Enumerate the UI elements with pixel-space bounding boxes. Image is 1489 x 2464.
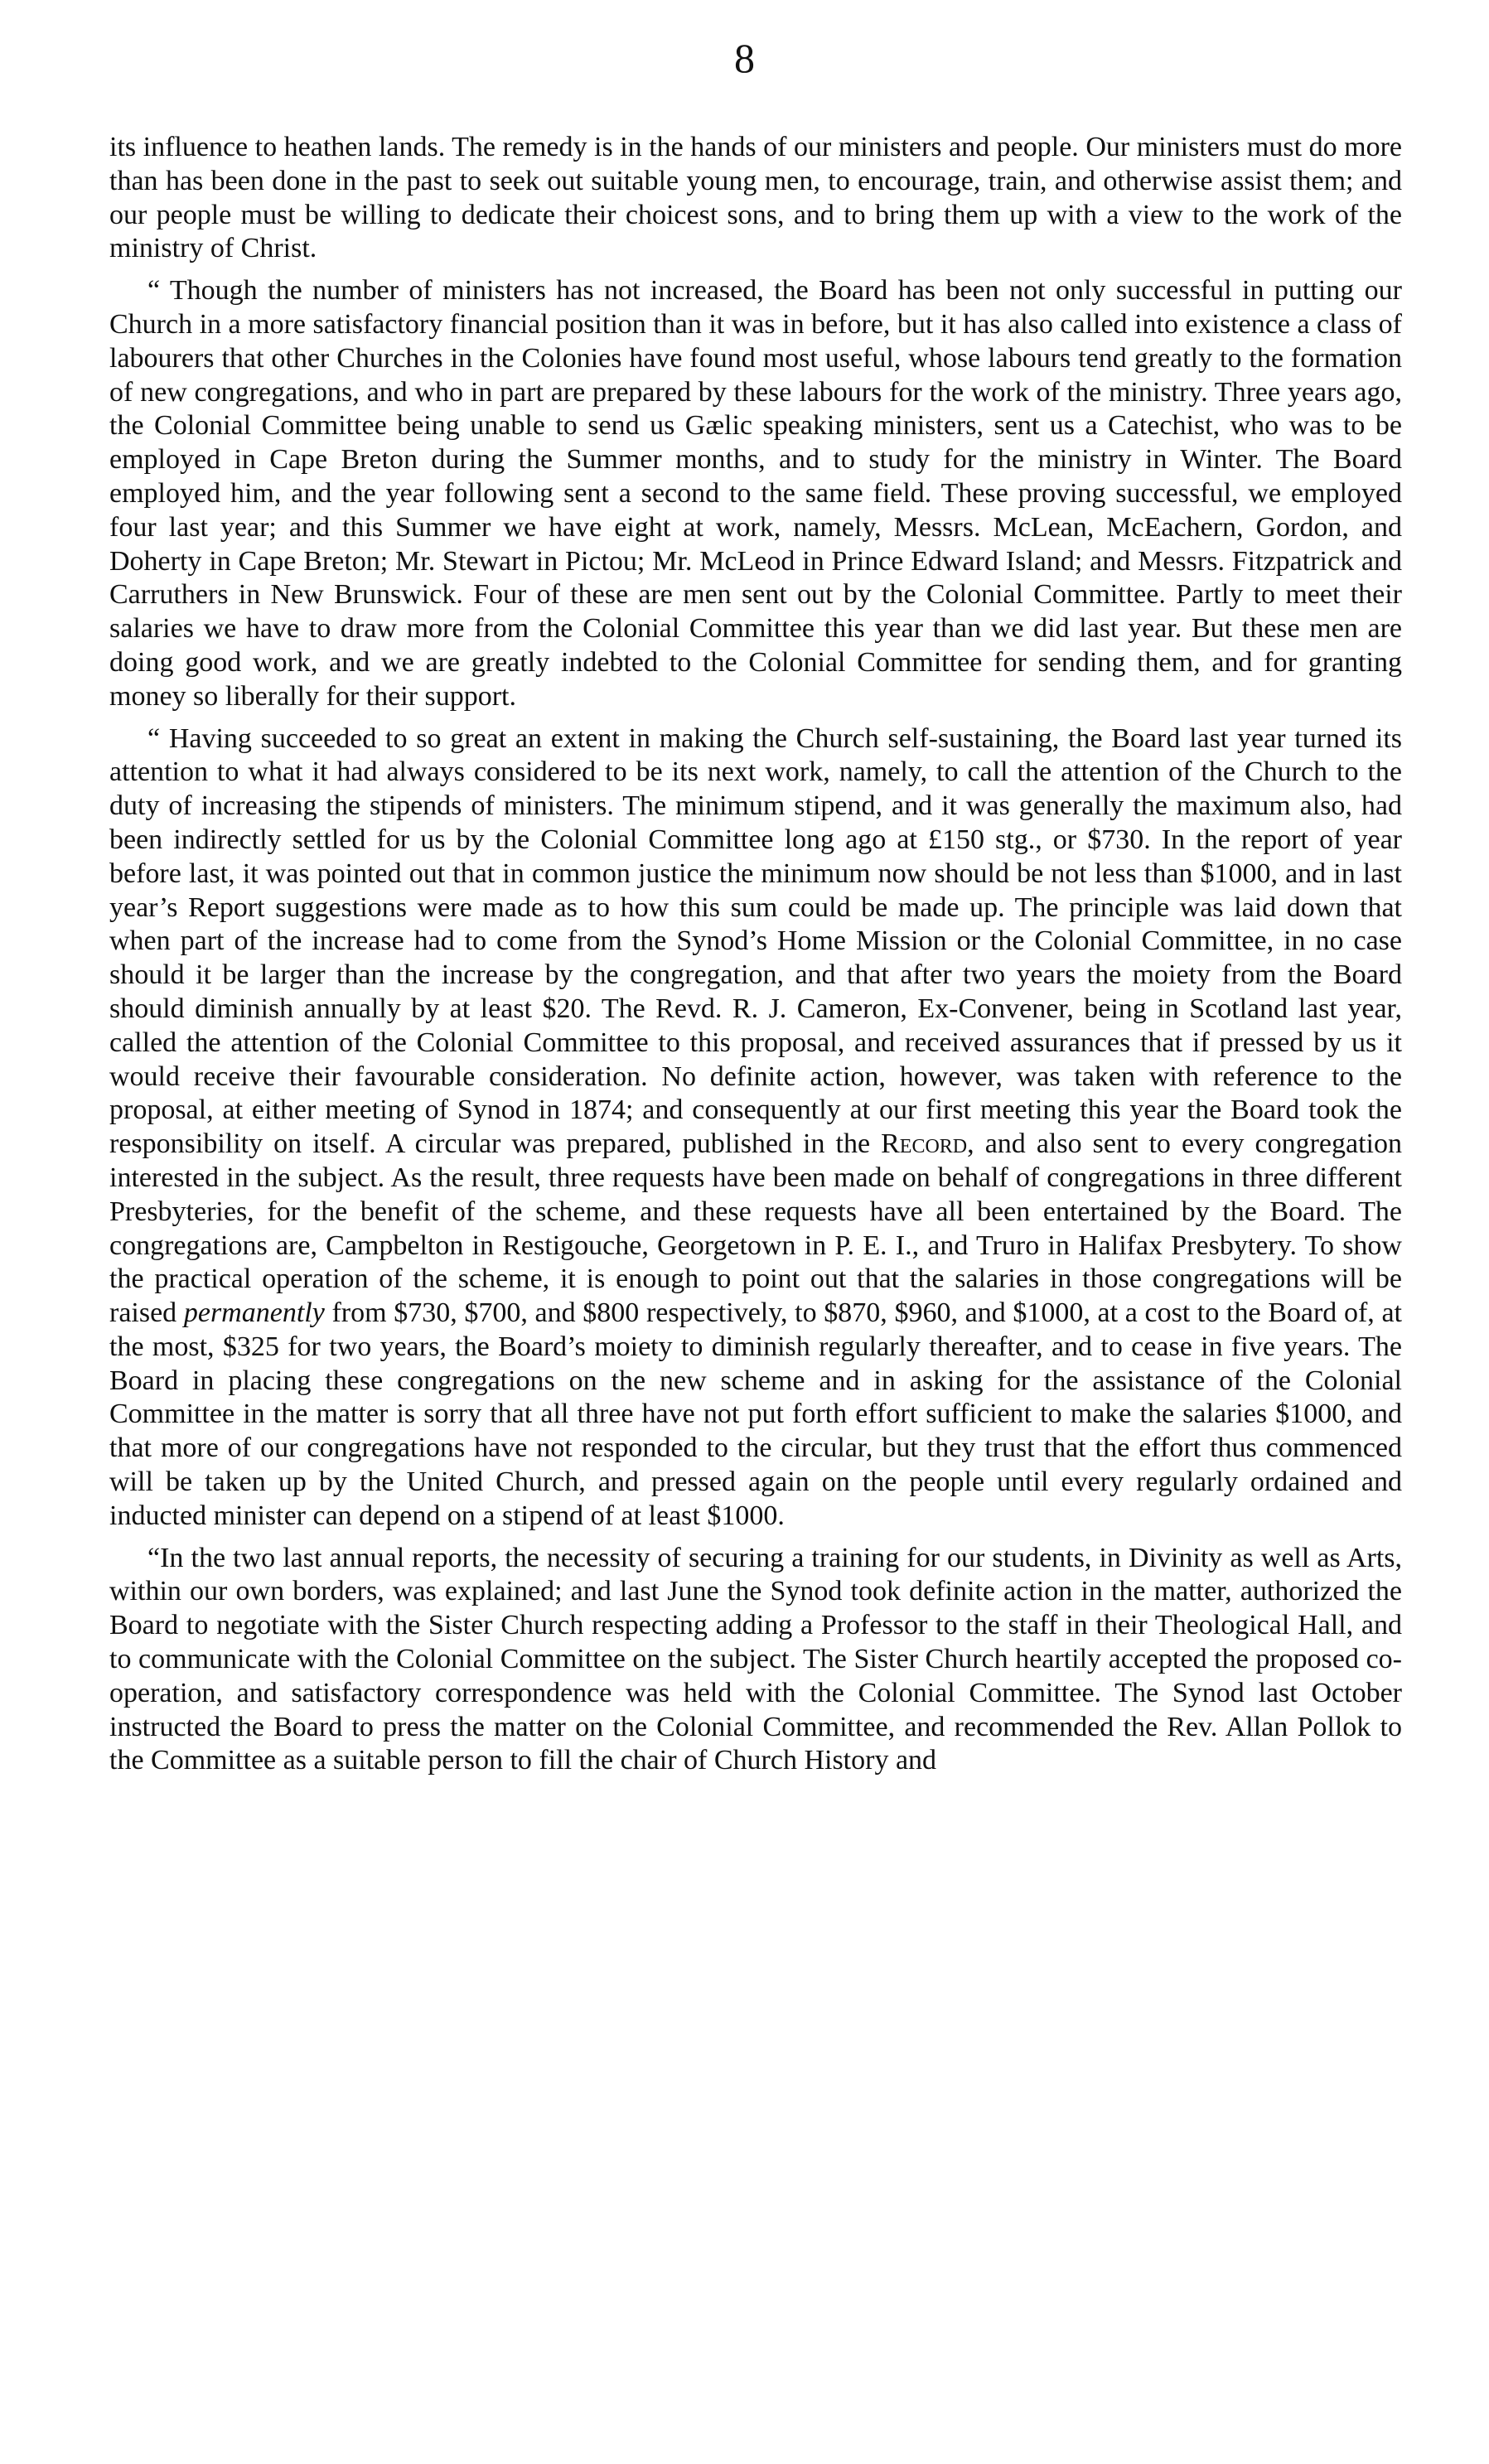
paragraph-text: “ Having succeeded to so great an extent in making the Church self-sustaining, the Board last year turned its attention to what it had always considered to be its next work, namely, to call the attention of the Church to the duty of increasing the stipends of ministers. The minimum stipend, and it was generally the maximum also, had been indirectly settled for us by the Colonial Committee long ago at £150 stg., or $730. In the report of year before last, it was pointed out that in common justice the minimum now should be not less than $1000, and in last year’s Report suggestions were made as to how this sum could be made up. The principle was laid down that when part of the increase had to come from the Synod’s Home Mission or the Colonial Committee, in no case should it be larger than the increase by the congregation, and that after two years the moiety from the Board should diminish annually by at least $20. The Revd. R. J. Cameron, Ex-Convener, being in Scotland last year, called the attention of the Colonial Committee to this proposal, and received assurances that if pressed by us it would receive their favourable consideration. No definite action, however, was taken with reference to the proposal, at either meeting of Synod in 1874; and consequently at our first meeting this year the Board took the responsibility on itself. A circular was prepared, published in the: [109, 722, 1402, 1160]
body-text: [109, 131, 1402, 1778]
paragraph-text: from $730, $700, and $800 respectively, to $870, $960, and $1000, at a cost to the Board of, at the most, $325 for two years, the Board’s moiety to diminish regularly thereafter, and to cease in five years. The Board in placing these congregations on the new scheme and in asking for the assistance of the Colonial Committee in the matter is sorry that all three have not put forth effort sufficient to make the salaries $1000, and that more of our congregations have not responded to the circular, but they trust that the effort thus commenced will be taken up by the United Church, and pressed again on the people until every regularly ordained and inducted minister can depend on a stipend of at least $1000.: [109, 1297, 1402, 1531]
paragraph-text: “ Though the number of ministers has not increased, the Board has been not only successful in putting our Church in a more satisfactory financial position than it was in before, but it has also called into existence a class of labourers that other Churches in the Colonies have found most useful, whose labours tend greatly to the formation of new congregations, and who in part are prepared by these labours for the work of the ministry. Three years ago, the Colonial Committee being unable to send us Gælic speaking ministers, sent us a Catechist, who was to be employed in Cape Breton during the Summer months, and to study for the ministry in Winter. The Board employed him, and the year following sent a second to the same field. These proving successful, we employed four last year; and this Summer we have eight at work, namely, Messrs. McLean, McEachern, Gordon, and Doherty in Cape Breton; Mr. Stewart in Pictou; Mr. McLeod in Prince Edward Island; and Messrs. Fitzpatrick and Carruthers in New Brunswick. Four of these are men sent out by the Colonial Committee. Partly to meet their salaries we have to draw more from the Colonial Committee this year than we did last year. But these men are doing good work, and we are greatly indebted to the Colonial Committee for sending them, and for granting money so liberally for their support.: [109, 275, 1402, 712]
page-number: 8: [734, 35, 755, 81]
paragraph-ministry-recruitment: [109, 131, 1402, 266]
paragraph-catechists: [109, 274, 1402, 713]
record-journal-title: Record: [881, 1128, 968, 1160]
paragraph-text: “In the two last annual reports, the necessity of securing a training for our students, in Divinity as well as Arts, within our own borders, was explained; and last June the Synod took definite action in the matter, authorized the Board to negotiate with the Sister Church respecting adding a Professor to the staff in their Theological Hall, and to communicate with the Colonial Committee on the subject. The Sister Church heartily accepted the proposed co-operation, and satisfactory correspondence was held with the Colonial Committee. The Synod last October instructed the Board to press the matter on the Colonial Committee, and recommended the Rev. Allan Pollok to the Committee as a suitable person to fill the chair of Church History and: [109, 1542, 1402, 1776]
paragraph-theological-training: [109, 1542, 1402, 1779]
paragraph-stipends: [109, 722, 1402, 1534]
paragraph-text: its influence to heathen lands. The remedy is in the hands of our ministers and people. Our ministers must do more than has been done in the past to seek out suitable young men, to encourage, train, and otherwise assist them; and our people must be willing to dedicate their choicest sons, and to bring them up with a view to the work of the ministry of Christ.: [109, 132, 1402, 264]
paragraph-text: , and also sent to every congregation interested in the subject. As the result, three requests have been made on behalf of congregations in three different Presbyteries, for the benefit of the scheme, and these requests have all been entertained by the Board. The congregations are, Campbelton in Restigouche, Georgetown in P. E. I., and Truro in Halifax Presbytery. To show the practical operation of the scheme, it is enough to point out that the salaries in those congregations will be raised: [109, 1128, 1402, 1329]
emphasis-permanently: permanently: [183, 1297, 325, 1329]
